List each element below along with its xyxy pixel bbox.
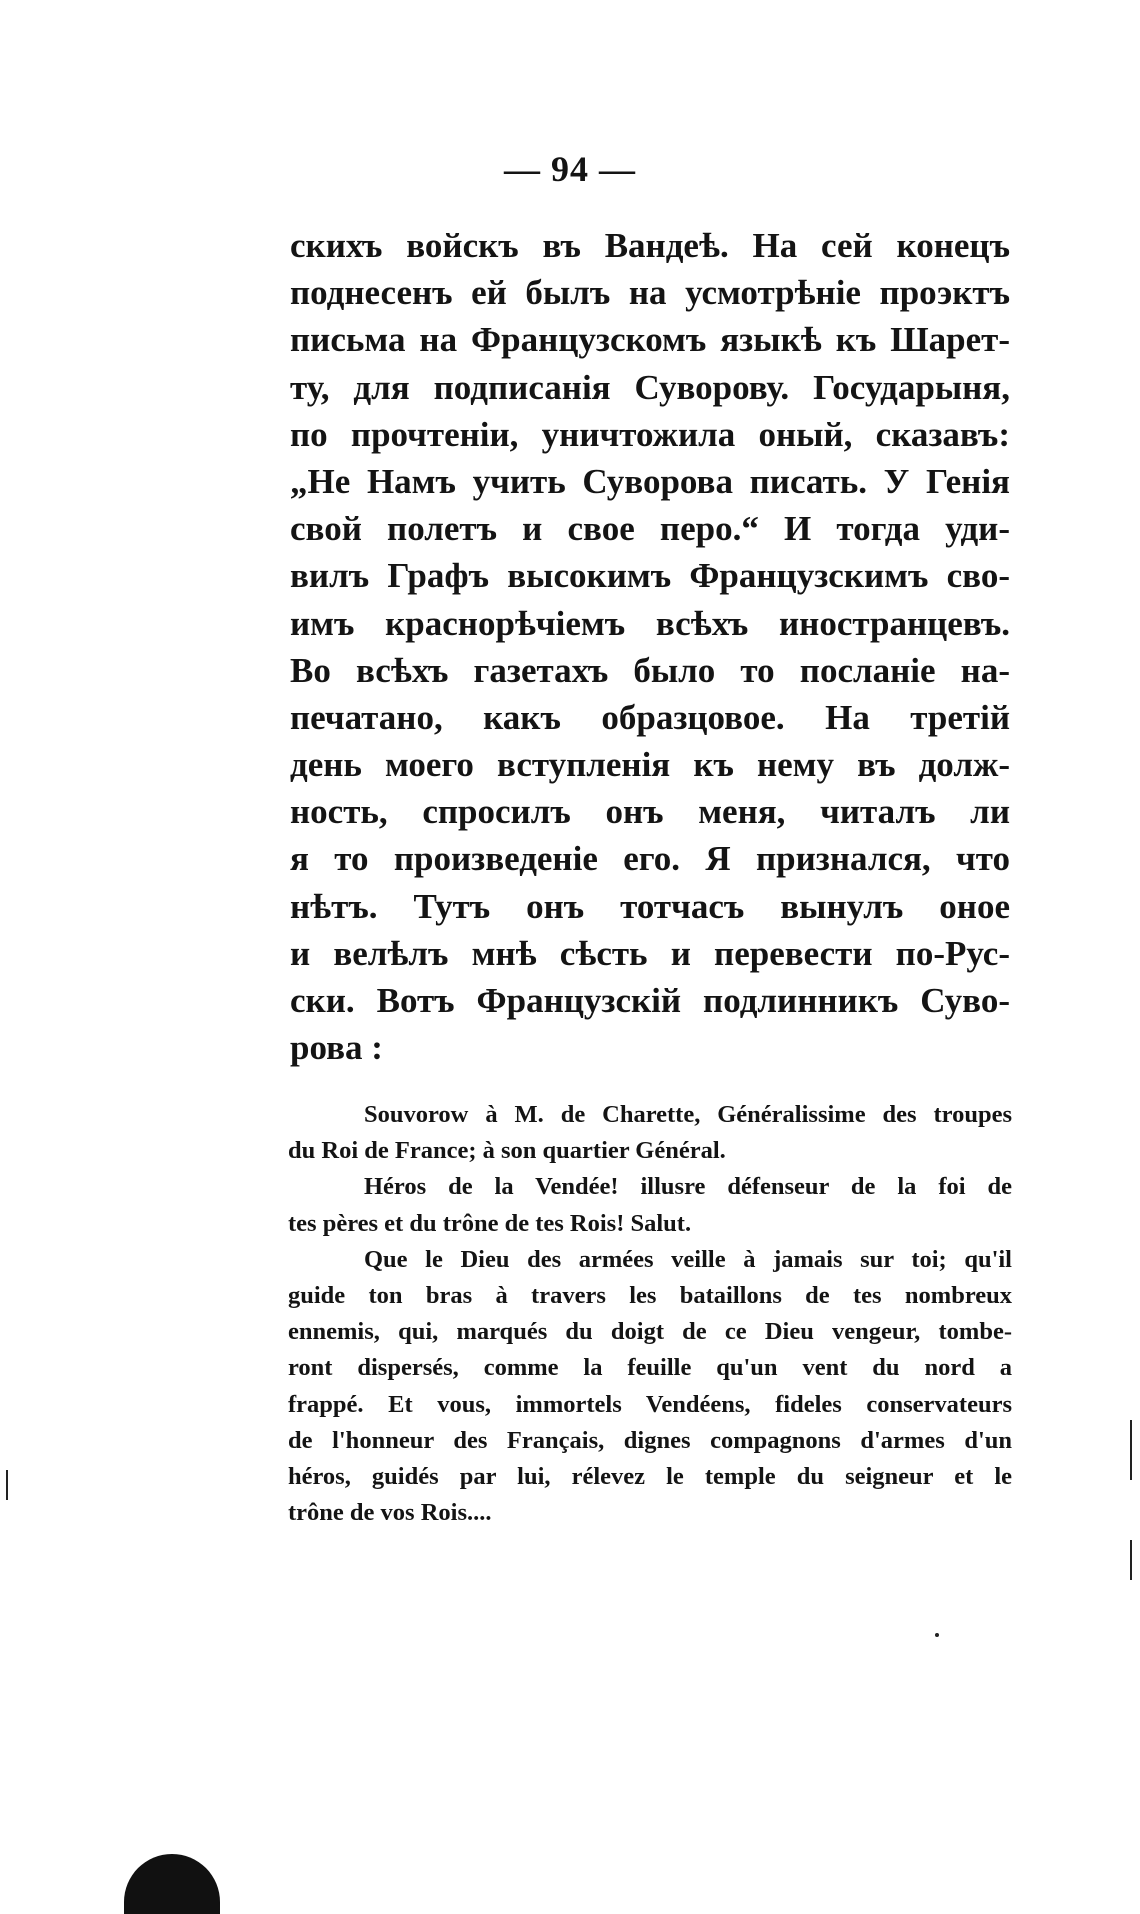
text-line: ски. Вотъ Французскій подлинникъ Суво- [290,981,1010,1020]
text-line: письма на Французскомъ языкѣ къ Шарет- [290,320,1010,360]
scan-edge-mark [1130,1540,1132,1580]
letter-address-line: du Roi de France; à son quartier Général. [288,1137,726,1165]
text-line: по прочтеніи, уничтожила оный, сказавъ: [290,414,1010,454]
text-line: „Не Намъ учить Суворова писать. У Генія [290,461,1010,501]
text-line: свой полетъ и свое перо.“ И тогда уди- [290,509,1010,549]
text-line: нѣтъ. Тутъ онъ тотчасъ вынулъ оное [290,886,1010,926]
letter-salutation-line: Héros de la Vendée! illusre défenseur de la foi de [364,1173,1012,1201]
letter-body-line: guide ton bras à travers les bataillons de tes nombreux [288,1281,1012,1309]
page-number: — 94 — [504,149,636,189]
text-line: поднесенъ ей былъ на усмотрѣніе проэктъ [290,273,1010,313]
text-line: Во всѣхъ газетахъ было то посланіе на- [290,650,1010,690]
text-line: день моего вступленія къ нему въ долж- [290,745,1010,785]
scan-edge-mark [6,1470,8,1500]
scan-speck [935,1633,939,1637]
text-line: ту, для подписанія Суворову. Государыня, [290,367,1010,407]
text-line: ность, спросилъ онъ меня, читалъ ли [290,792,1010,832]
french-letter-block [288,1097,1012,1531]
text-line: имъ краснорѣчіемъ всѣхъ иностранцевъ. [290,603,1010,643]
text-line: печатано, какъ образцовое. На третій [290,697,1010,737]
letter-salutation-line: tes pères et du trône de tes Rois! Salut. [288,1209,692,1237]
letter-body-line: Que le Dieu des armées veille à jamais sur toi; qu'il [364,1245,1012,1273]
text-line: рова : [290,1028,383,1068]
russian-text-block [290,222,1010,1071]
text-line: и велѣлъ мнѣ сѣсть и перевести по-Рус- [290,933,1010,973]
letter-body-line: trône de vos Rois.... [288,1499,492,1527]
scan-ink-blot [124,1854,220,1914]
letter-body-line: de l'honneur des Français, dignes compagnons d'armes d'un [288,1426,1012,1454]
text-line: вилъ Графъ высокимъ Французскимъ сво- [290,556,1010,596]
letter-body-line: frappé. Et vous, immortels Vendéens, fideles conservateurs [288,1390,1012,1418]
letter-address-line: Souvorow à M. de Charette, Généralissime des troupes [364,1101,1012,1128]
text-line: скихъ войскъ въ Вандеѣ. На сей конецъ [290,226,1010,265]
text-line: я то произведеніе его. Я признался, что [290,839,1010,879]
letter-body-line: ront dispersés, comme la feuille qu'un vent du nord a [288,1354,1012,1382]
letter-body-line: héros, guidés par lui, rélevez le temple du seigneur et le [288,1462,1012,1490]
letter-body-line: ennemis, qui, marqués du doigt de ce Dieu vengeur, tombe- [288,1318,1012,1346]
scan-edge-mark [1130,1420,1132,1480]
